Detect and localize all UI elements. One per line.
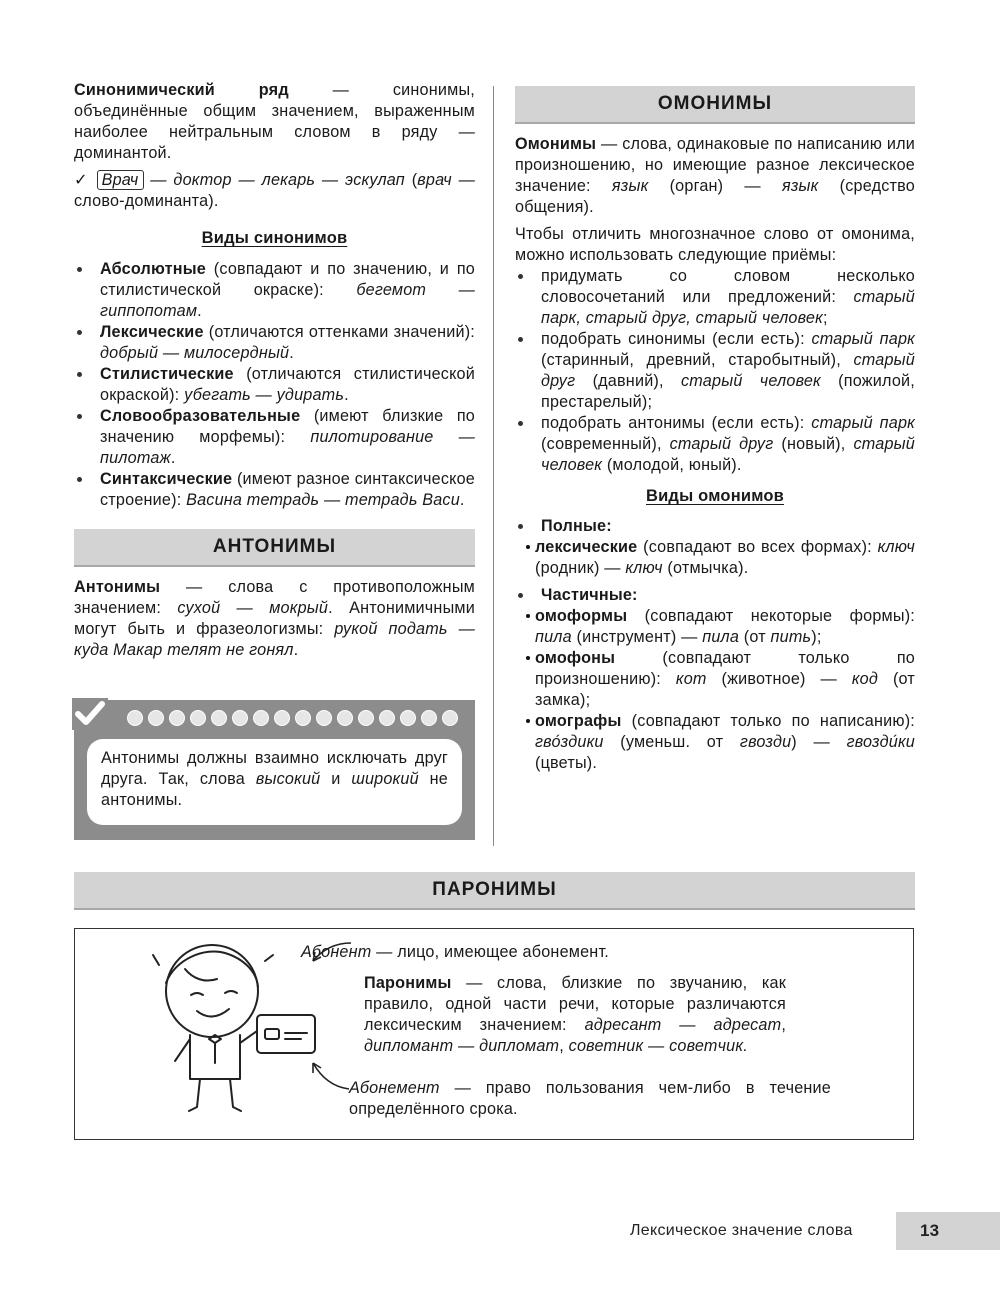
right-column <box>515 86 915 774</box>
list-item: Синтаксические (имеют разное синтаксическое строение): Васина тетрадь — тетрадь Васи. <box>74 469 475 511</box>
dominant-word: Врач <box>97 170 144 190</box>
footer-section-title: Лексическое значение слова <box>630 1222 853 1239</box>
character-with-card-illustration <box>145 939 355 1129</box>
synonym-types-list <box>74 259 475 511</box>
paronyms-definition: Паронимы — слова, близкие по звучанию, как правило, одной части речи, которые различаются лексическим значением: адресант — адресат, дипломант — дипломат, советник — советчик. <box>364 974 787 1055</box>
paronyms-box <box>74 928 914 1140</box>
list-item: омофоны (совпадают только по произношению): кот (животное) — код (от замка); <box>525 648 915 711</box>
decorative-dots <box>127 710 458 726</box>
list-item: придумать со словом несколько словосочетаний или предложений: старый парк, старый друг, старый человек; <box>515 266 915 329</box>
list-item: Частичные: омоформы (совпадают некоторые формы): пила (инструмент) — пила (от пить); омофоны (совпадают только по произношению): кот (животное) — код (от замка); омографы (совпадают только по написанию): гво́здики (уменьш. от гвозди) — гвозди́ки (цветы). <box>515 585 915 774</box>
antonyms-header: АНТОНИМЫ <box>74 529 475 567</box>
list-item: омоформы (совпадают некоторые формы): пила (инструмент) — пила (от пить); <box>525 606 915 648</box>
homonyms-intro: Чтобы отличить многозначное слово от омонима, можно использовать следующие приёмы: <box>515 225 915 264</box>
paronyms-header: ПАРОНИМЫ <box>74 872 915 910</box>
synonym-example: ✓ Врач — доктор — лекарь — эскулап (врач — слово-доминанта). <box>74 171 475 210</box>
list-item: омографы (совпадают только по написанию): гво́здики (уменьш. от гвозди) — гвозди́ки (цветы). <box>525 711 915 774</box>
column-divider <box>493 86 494 846</box>
list-item: подобрать антонимы (если есть): старый парк (современный), старый друг (новый), старый человек (молодой, юный). <box>515 413 915 476</box>
synonym-row-definition: Синонимический ряд — синонимы, объединённые общим значением, выраженным наиболее нейтральным словом в ряду — доминантой. <box>74 81 475 162</box>
homonym-methods-list <box>515 266 915 476</box>
list-item: Абсолютные (совпадают и по значению, и по стилистической окраске): бегемот — гиппопотам. <box>74 259 475 322</box>
left-column <box>74 80 475 661</box>
abonent-definition: Абонент — лицо, имеющее абонемент. <box>301 943 609 961</box>
homonym-types-list <box>515 516 915 774</box>
list-item: Стилистические (отличаются стилистической окраской): убегать — удирать. <box>74 364 475 406</box>
antonym-note: Антонимы должны взаимно исключать друг друга. Так, слова высокий и широкий не антонимы. <box>87 739 462 825</box>
list-item: Лексические (отличаются оттенками значений): добрый — милосердный. <box>74 322 475 364</box>
homonym-types-heading: Виды омонимов <box>645 487 785 505</box>
list-item: подобрать синонимы (если есть): старый парк (старинный, древний, старобытный), старый друг (давний), старый человек (пожилой, престарелый); <box>515 329 915 413</box>
antonyms-definition: Антонимы — слова с противоположным значением: сухой — мокрый. Антонимичными могут быть и фразеологизмы: рукой подать — куда Макар телят не гонял. <box>74 578 475 659</box>
list-item: лексические (совпадают во всех формах): ключ (родник) — ключ (отмычка). <box>525 537 915 579</box>
antonym-note-box <box>74 700 475 840</box>
synonym-types-heading: Виды синонимов <box>201 229 348 247</box>
homonyms-definition: Омонимы — слова, одинаковые по написанию или произношению, но имеющие разное лексическое значение: язык (орган) — язык (средство общения). <box>515 135 915 216</box>
homonyms-header: ОМОНИМЫ <box>515 86 915 124</box>
page-number: 13 <box>896 1212 1000 1250</box>
abonement-definition: Абонемент — право пользования чем-либо в течение определённого срока. <box>349 1079 831 1118</box>
check-icon: ✓ <box>74 171 90 189</box>
checkmark-icon <box>64 694 116 734</box>
list-item: Словообразовательные (имеют близкие по значению морфемы): пилотирование — пилотаж. <box>74 406 475 469</box>
synonym-row-term: Синонимический ряд <box>74 81 289 99</box>
list-item: Полные: лексические (совпадают во всех формах): ключ (родник) — ключ (отмычка). <box>515 516 915 579</box>
